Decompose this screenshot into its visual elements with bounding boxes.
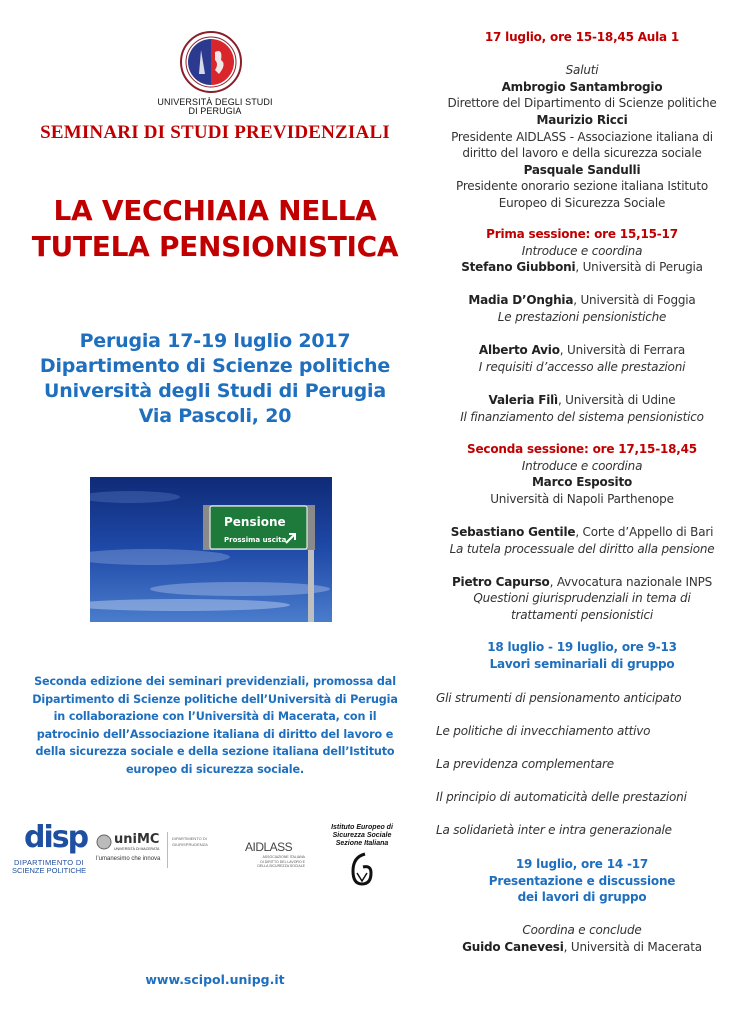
greeter-role: Europeo di Sicurezza Sociale: [498, 195, 666, 210]
speaker-affiliation: , Università di Foggia: [573, 293, 696, 308]
main-title: [0, 193, 430, 265]
talk-speaker: [430, 392, 734, 409]
sign-title: Pensione: [224, 515, 286, 529]
giuris-line2: GIURISPRUDENZA: [172, 842, 208, 847]
university-name-line1: UNIVERSITÀ DEGLI STUDI: [157, 97, 273, 107]
workshop-topic: Gli strumenti di pensionamento anticipato: [436, 691, 682, 705]
aidlass-line2: DI DIRITTO DEL LAVORO E: [260, 859, 305, 864]
speaker-name: Madia D’Onghia: [468, 293, 574, 308]
sponsor-logos: [0, 818, 430, 898]
event-dates: Perugia 17-19 luglio 2017: [79, 330, 351, 352]
session1-block: [430, 226, 734, 425]
day1-header: 17 luglio, ore 15-18,45 Aula 1: [484, 30, 680, 44]
unimc-tagline: l’umanesimo che innova: [96, 856, 161, 862]
iess-logo: [322, 824, 402, 894]
disp-line1: DIPARTIMENTO DI: [14, 858, 84, 867]
talk-title: La tutela processuale del diritto alla pensione: [449, 541, 715, 556]
talk-title: Il finanziamento del sistema pensionistico: [460, 409, 704, 424]
workshop-topic: La previdenza complementare: [436, 757, 614, 771]
sign-subtitle: Prossima uscita: [224, 536, 287, 544]
description-line: patrocinio dell’Associazione italiana di diritto del lavoro e: [36, 727, 394, 741]
aidlass-mark: AIDLASS: [245, 840, 293, 854]
speaker-affiliation: , Università di Ferrara: [559, 343, 686, 358]
disp-logo: [10, 820, 90, 875]
session2-chair-affiliation: Università di Napoli Parthenope: [490, 491, 674, 506]
session2-chair-label: Introduce e coordina: [521, 458, 643, 473]
talk-title: I requisiti d’accesso alle prestazioni: [478, 359, 686, 374]
greeter-role: Direttore del Dipartimento di Scienze politiche: [447, 96, 717, 111]
greeter-name: Pasquale Sandulli: [523, 162, 641, 177]
session2-block: [430, 441, 734, 624]
website-link[interactable]: www.scipol.unipg.it: [145, 972, 285, 987]
aidlass-line1: ASSOCIAZIONE ITALIANA: [262, 855, 305, 859]
unimc-subtitle: UNIVERSITÀ DI MACERATA: [114, 847, 160, 851]
university-seal-logo: [179, 30, 243, 94]
workshops-header-line2: Lavori seminariali di gruppo: [489, 656, 675, 671]
description-line: Seconda edizione dei seminari previdenziali, promossa dal: [34, 675, 396, 688]
giuris-line1: DIPARTIMENTO DI: [172, 836, 207, 841]
workshops-block: [430, 639, 734, 672]
talk-speaker: [430, 342, 734, 359]
speaker-name: Sebastiano Gentile: [450, 524, 576, 539]
speaker-affiliation: , Avvocatura nazionale INPS: [549, 574, 713, 589]
talk-title: trattamenti pensionistici: [511, 607, 653, 622]
iess-line3: Sezione Italiana: [335, 840, 389, 847]
workshop-topics: [430, 690, 734, 855]
disp-line2: SCIENZE POLITICHE: [12, 866, 87, 875]
venue-address: Via Pascoli, 20: [138, 405, 292, 427]
description-line: in collaborazione con l’Università di Macerata, con il: [53, 710, 377, 724]
series-title: SEMINARI DI STUDI PREVIDENZIALI: [40, 122, 390, 143]
chair-name: Stefano Giubboni: [461, 260, 576, 275]
session1-header: Prima sessione: ore 15,15-17: [486, 227, 678, 241]
description-line: europeo di sicurezza sociale.: [125, 762, 304, 776]
speaker-name: Pietro Capurso: [451, 574, 550, 589]
description-paragraph: [0, 673, 430, 779]
venue-university: Università degli Studi di Perugia: [44, 380, 386, 402]
greeter-name: Maurizio Ricci: [536, 112, 628, 127]
talk-speaker: [430, 292, 734, 309]
workshop-topic: Il principio di automaticità delle prestazioni: [436, 790, 687, 804]
chair-name: Guido Canevesi: [462, 939, 564, 954]
speaker-affiliation: , Università di Udine: [557, 392, 676, 407]
venue-block: [0, 329, 430, 429]
workshop-topic: La solidarietà inter e intra generazionale: [436, 823, 672, 837]
venue-department: Dipartimento di Scienze politiche: [39, 355, 391, 377]
disp-mark: disp: [24, 820, 88, 855]
workshop-topic: Le politiche di invecchiamento attivo: [436, 724, 651, 738]
giurisprudenza-logo: [172, 836, 208, 848]
unimc-seal-icon: [96, 834, 112, 850]
greeter-role: diritto del lavoro e della sicurezza sociale: [462, 146, 702, 161]
speaker-affiliation: , Corte d’Appello di Bari: [575, 524, 714, 539]
closing-header-line1: 19 luglio, ore 14 -17: [515, 857, 649, 871]
university-name-logo: [140, 98, 290, 116]
chair-affiliation: , Università di Macerata: [563, 939, 702, 954]
chair-affiliation: , Università di Perugia: [575, 260, 703, 275]
talk-title: Le prestazioni pensionistiche: [497, 309, 667, 324]
closing-chair: [430, 939, 734, 956]
greetings-label: Saluti: [565, 63, 599, 78]
main-title-line2: TUTELA PENSIONISTICA: [31, 230, 399, 263]
description-line: della sicurezza sociale e della sezione italiana dell’Istituto: [35, 745, 395, 759]
day1-block: [430, 29, 734, 212]
closing-header-line3: dei lavori di gruppo: [517, 890, 647, 905]
greeter-role: Presidente onorario sezione italiana Istituto: [456, 179, 708, 194]
iess-line1: Istituto Europeo di: [331, 824, 393, 831]
talk-speaker: [430, 574, 734, 591]
description-line: Dipartimento di Scienze politiche dell’Università di Perugia: [32, 692, 398, 706]
talk-title: Questioni giurisprudenziali in tema di: [473, 591, 691, 606]
sponsor-divider: [167, 832, 168, 868]
greeter-name: Ambrogio Santambrogio: [501, 79, 663, 94]
unimc-logo: [96, 832, 166, 872]
workshops-header-line1: 18 luglio - 19 luglio, ore 9-13: [487, 640, 677, 654]
closing-chair-label: Coordina e conclude: [522, 923, 642, 938]
iess-line2: Sicurezza Sociale: [332, 832, 392, 839]
talk-speaker: [430, 524, 734, 541]
unimc-mark: uniMC: [114, 832, 160, 847]
iess-text: [322, 824, 402, 848]
aidlass-subtitle: [215, 855, 305, 869]
greeter-role: Presidente AIDLASS - Associazione italiana di: [451, 129, 713, 144]
session2-chair-name: Marco Esposito: [531, 475, 633, 490]
speaker-name: Alberto Avio: [478, 343, 560, 358]
program-column: [430, 0, 734, 1029]
university-name-line2: DI PERUGIA: [188, 106, 242, 116]
main-title-line1: LA VECCHIAIA NELLA: [53, 194, 377, 227]
session2-header: Seconda sessione: ore 17,15-18,45: [467, 442, 697, 456]
iess-emblem-icon: [347, 851, 377, 887]
closing-block: [430, 856, 734, 956]
session1-chair: [430, 259, 734, 276]
session1-chair-label: Introduce e coordina: [521, 243, 643, 258]
pension-sign-photo: [90, 477, 332, 622]
aidlass-logo: [215, 840, 315, 880]
aidlass-line3: DELLA SICUREZZA SOCIALE: [257, 864, 305, 868]
closing-header-line2: Presentazione e discussione: [488, 873, 676, 888]
speaker-name: Valeria Filì: [488, 392, 558, 407]
